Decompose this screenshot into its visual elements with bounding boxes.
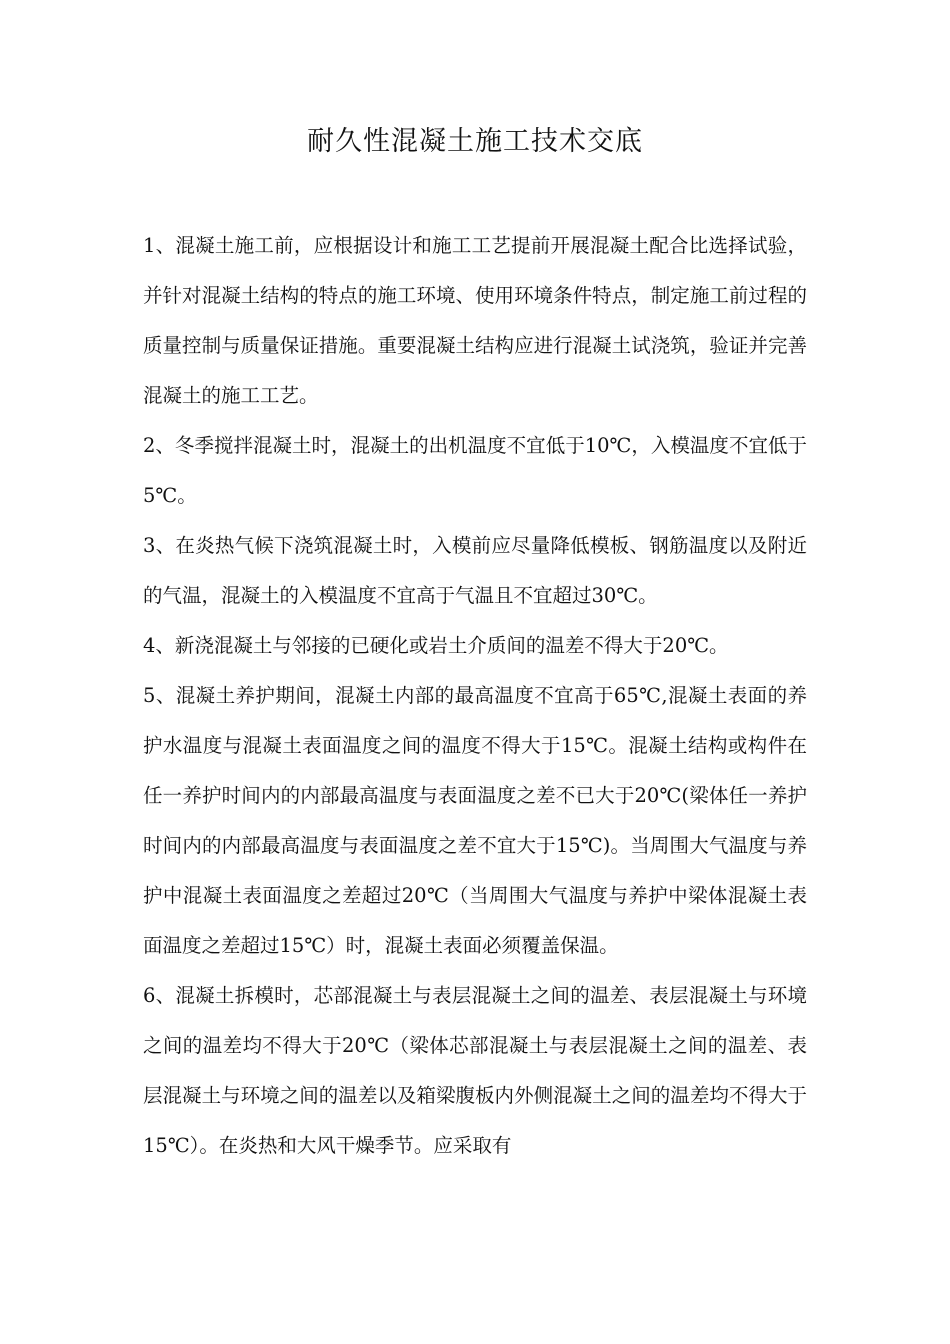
document-body [143, 221, 807, 1171]
paragraph-2: 2、冬季搅拌混凝土时，混凝土的出机温度不宜低于10℃，入模温度不宜低于5℃。 [143, 434, 807, 507]
paragraph-5: 5、混凝土养护期间，混凝土内部的最高温度不宜高于65℃,混凝土表面的养护水温度与混凝土表面温度之间的温度不得大于15℃。混凝土结构或构件在任一养护时间内的内部最高温度与表面温度之差不已大于20℃(梁体任一养护时间内的内部最高温度与表面温度之差不宜大于15℃)。当周围大气温度与养护中混凝土表面温度之差超过20℃（当周围大气温度与养护中梁体混凝土表面温度之差超过15℃）时，混凝土表面必须覆盖保温。 [143, 684, 807, 957]
paragraph-6: 6、混凝土拆模时，芯部混凝土与表层混凝土之间的温差、表层混凝土与环境之间的温差均不得大于20℃（梁体芯部混凝土与表层混凝土之间的温差、表层混凝土与环境之间的温差以及箱梁腹板内外侧混凝土之间的温差均不得大于15℃）。在炎热和大风干燥季节。应采取有 [143, 984, 807, 1157]
paragraph-1: 1、混凝土施工前，应根据设计和施工工艺提前开展混凝土配合比选择试验，并针对混凝土结构的特点的施工环境、使用环境条件特点，制定施工前过程的质量控制与质量保证措施。重要混凝土结构应进行混凝土试浇筑，验证并完善混凝土的施工工艺。 [143, 234, 807, 407]
document-title: 耐久性混凝土施工技术交底 [307, 126, 643, 157]
paragraph-3: 3、在炎热气候下浇筑混凝土时，入模前应尽量降低模板、钢筋温度以及附近的气温，混凝土的入模温度不宜高于气温且不宜超过30℃。 [143, 534, 807, 607]
paragraph-4: 4、新浇混凝土与邻接的已硬化或岩土介质间的温差不得大于20℃。 [143, 634, 729, 657]
